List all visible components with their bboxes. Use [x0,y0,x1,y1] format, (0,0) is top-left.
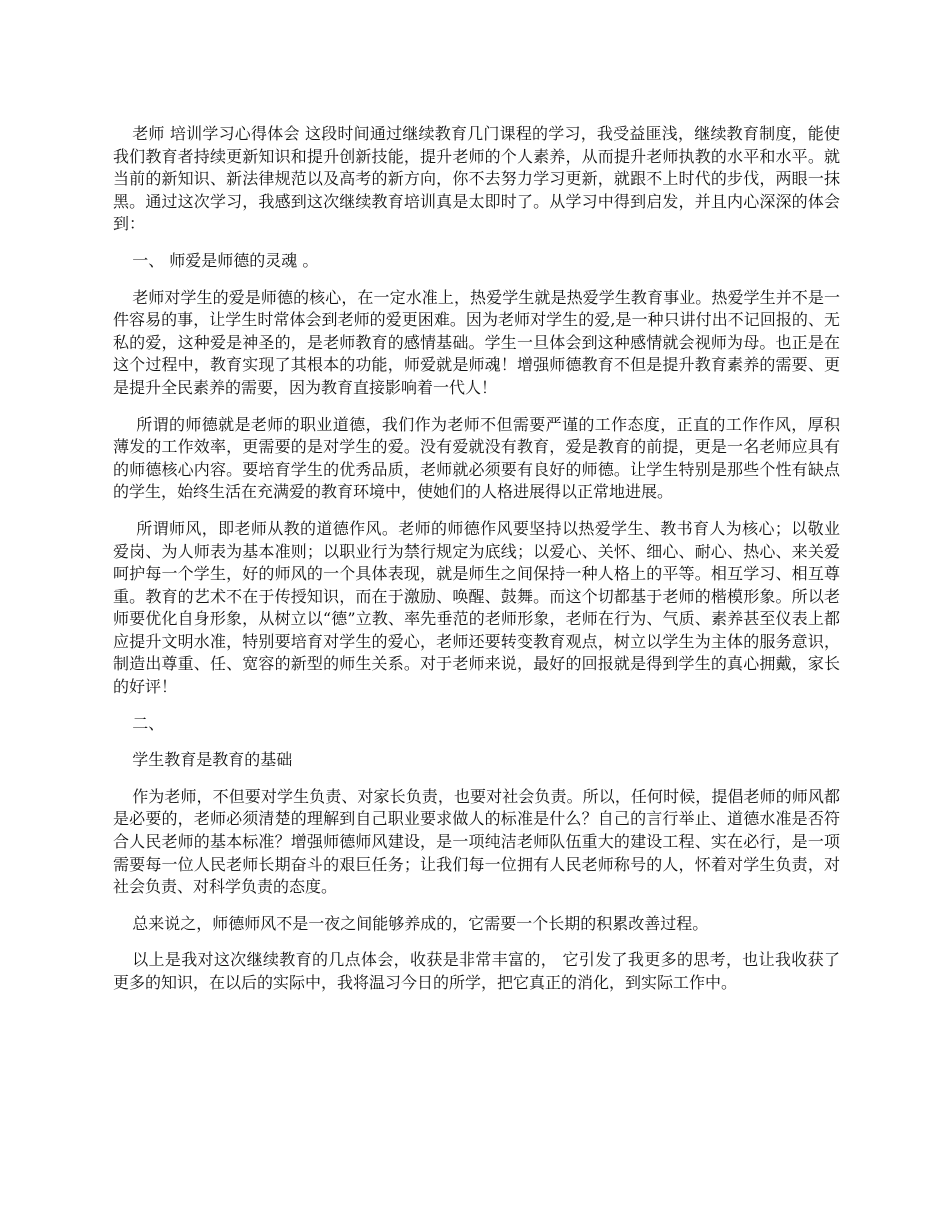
document-page [113,123,840,1009]
section-heading-2-title: 学生教育是教育的基础 [132,750,293,770]
section-heading-2-number: 二、 [132,713,165,733]
body-paragraph: 所谓的师德就是老师的职业道德，我们作为老师不但需要严谨的工作态度，正直的工作作风，厚积薄发的工作效率，更需要的是对学生的爱。没有爱就没有教育，爱是教育的前提，更是一名老师应具有的师德核心内容。要培育学生的优秀品质，老师就必须要有良好的师德。让学生特别是那些个性有缺点的学生，始终生活在充满爱的教育环境中，使她们的人格进展得以正常地进展。 [113,414,840,502]
intro-paragraph: 老师 培训学习心得体会 这段时间通过继续教育几门课程的学习，我受益匪浅，继续教育制度，能使我们教育者持续更新知识和提升创新技能，提升老师的个人素养，从而提升老师执教的水平和水平。就当前的新知识、新法律规范以及高考的新方向，你不去努力学习更新，就跟不上时代的步伐，两眼一抹黑。通过这次学习，我感到这次继续教育培训真是太即时了。从学习中得到启发，并且内心深深的体会到： [113,124,840,234]
section-heading-1: 一、 师爱是师德的灵魂 。 [132,250,319,270]
body-paragraph: 所谓师风，即老师从教的道德作风。老师的师德作风要坚持以热爱学生、教书育人为核心；以敬业爱岗、为人师表为基本准则；以职业行为禁行规定为底线；以爱心、关怀、细心、耐心、热心、来关爱呵护每一个学生，好的师风的一个具体表现，就是师生之间保持一种人格上的平等。相互学习、相互尊重。教育的艺术不在于传授知识，而在于激励、唤醒、鼓舞。而这个切都基于老师的楷模形象。所以老师要优化自身形象，从树立以“德”立教、率先垂范的老师形象，老师在行为、气质、素养甚至仪表上都应提升文明水准，特别要培育对学生的爱心，老师还要转变教育观点，树立以学生为主体的服务意识，制造出尊重、任、宽容的新型的师生关系。对于老师来说，最好的回报就是得到学生的真心拥戴，家长的好评！ [113,518,840,697]
summary-paragraph: 总来说之，师德师风不是一夜之间能够养成的，它需要一个长期的积累改善过程。 [132,913,709,933]
body-paragraph: 作为老师，不但要对学生负责、对家长负责，也要对社会负责。所以，任何时候，提倡老师的师风都是必要的，老师必须清楚的理解到自己职业要求做人的标准是什么？自己的言行举止、道德水准是否符合人民老师的基本标准？增强师德师风建设，是一项纯洁老师队伍重大的建设工程、实在必行，是一项需要每一位人民老师长期奋斗的艰巨任务；让我们每一位拥有人民老师称号的人，怀着对学生负责，对社会负责、对科学负责的态度。 [113,786,840,897]
closing-paragraph: 以上是我对这次继续教育的几点体会，收获是非常丰富的， 它引发了我更多的思考，也让我收获了更多的知识，在以后的实际中，我将温习今日的所学，把它真正的消化，到实际工作中。 [113,950,840,992]
body-paragraph: 老师对学生的爱是师德的核心，在一定水准上，热爱学生就是热爱学生教育事业。热爱学生并不是一件容易的事，让学生时常体会到老师的爱更困难。因为老师对学生的爱,是一种只讲付出不记回报的、无私的爱，这种爱是神圣的，是老师教育的感情基础。学生一旦体会到这种感情就会视师为母。也正是在这个过程中，教育实现了其根本的功能，师爱就是师魂！增强师德教育不但是提升教育素养的需要、更是提升全民素养的需要，因为教育直接影响着一代人！ [113,287,840,397]
